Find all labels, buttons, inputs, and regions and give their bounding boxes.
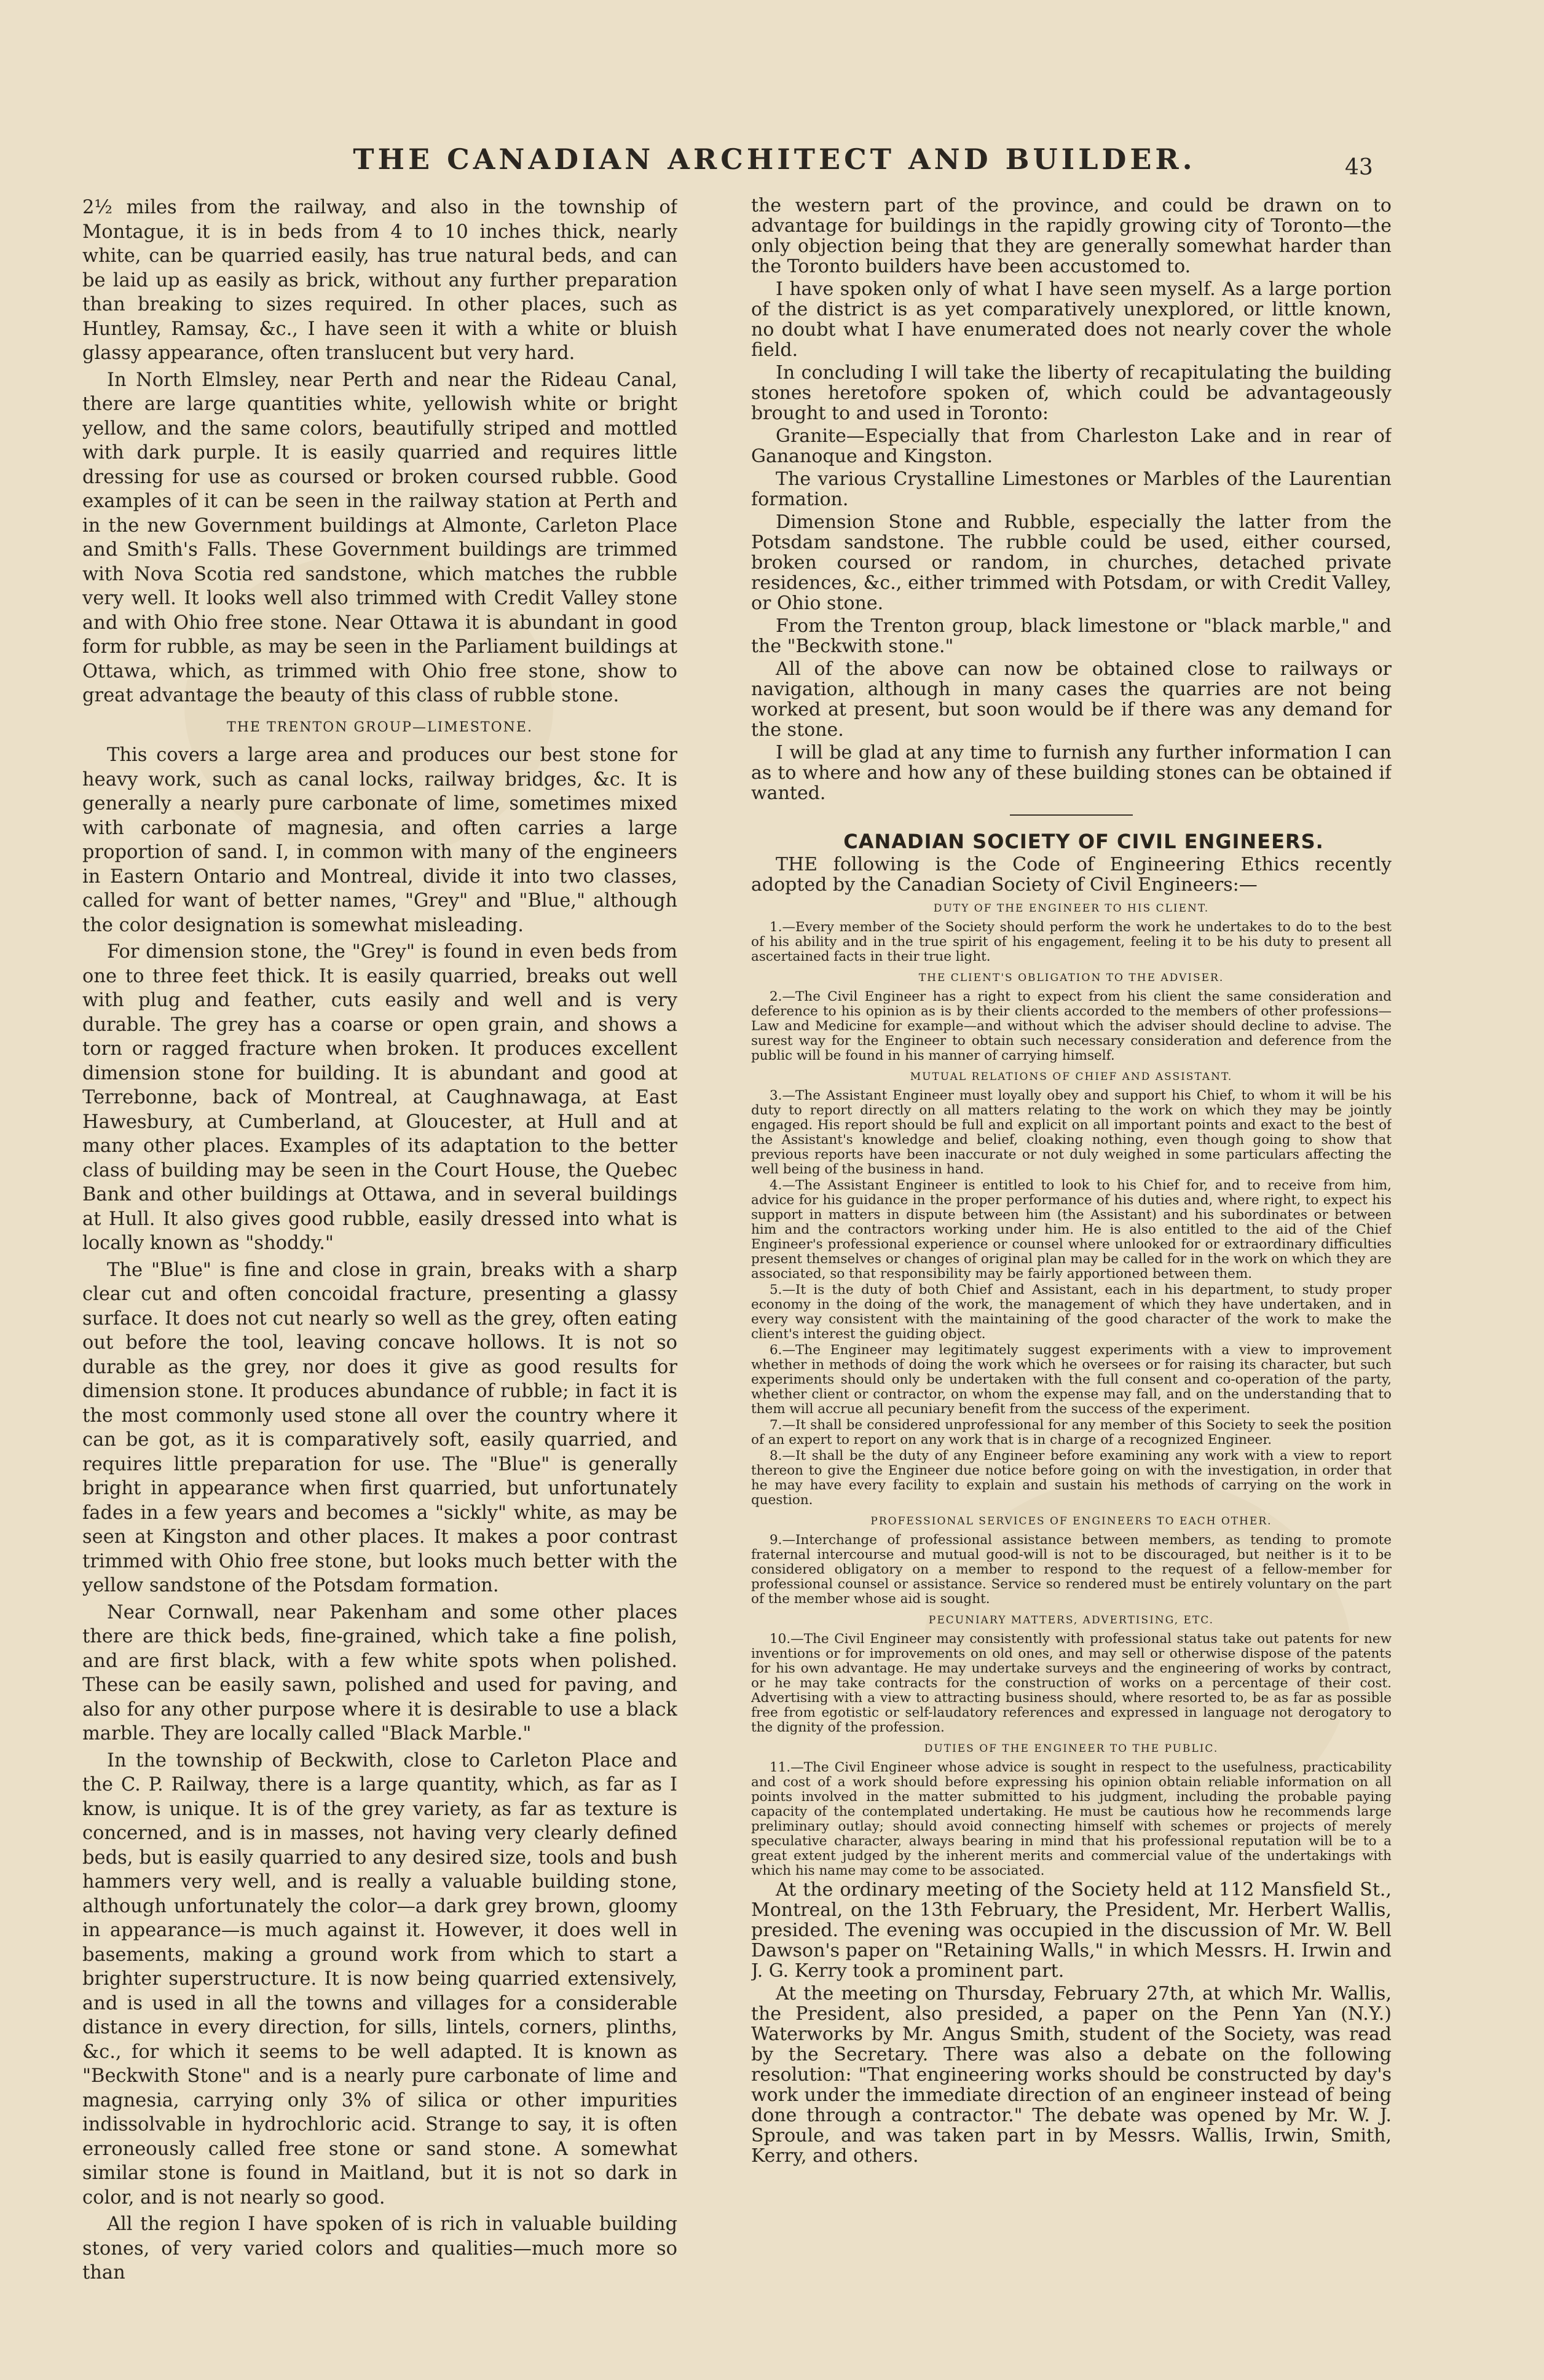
paragraph: All the region I have spoken of is rich in valuable building stones, of very varied colors and qualities—much more so than [82, 2213, 677, 2283]
ethics-item: 11.—The Civil Engineer whose advice is sought in respect to the usefulness, practicability and cost of a work should before expressing his opinion obtain reliable information on all points involved in the matter submitted to his judgment, including the probable paying capacity of the contemplated undertaking. He must be cautious how he recommends large preliminary outlay; should avoid connecting himself with schemes or projects of merely speculative character, always bearing in mind that his professional reputation will be to a great extent judged by the inherent merits and commercial value of the undertakings with which his name may come to be associated. [751, 1760, 1392, 1878]
ethics-item: 8.—It shall be the duty of any Engineer before examining any work with a view to report thereon to give the Engineer due notice before going on with the investigation, in order that he may have every facility to explain and sustain his methods of carrying on the work in question. [751, 1448, 1392, 1508]
paragraph: The various Crystalline Limestones or Marbles of the Laurentian formation. [751, 468, 1392, 510]
ethics-item: 2.—The Civil Engineer has a right to expect from his client the same consideration and deference to his opinion as is by their clients accorded to the members of other professions—Law and Medicine for example—and without which the adviser should decline to advise. The surest way for the Engineer to obtain such necessary consideration and deference from the public will be found in his manner of carrying himself. [751, 989, 1392, 1063]
ethics-item: 5.—It is the duty of both Chief and Assistant, each in his department, to study proper economy in the doing of the work, the management of which they have undertaken, and in every way consistent with the maintaining of the good character of the work to make the client's interest the guiding object. [751, 1282, 1392, 1342]
paragraph: The "Blue" is fine and close in grain, breaks with a sharp clear cut and often concoidal fracture, presenting a glassy surface. It does not cut nearly so well as the grey, often eating out before the tool, leaving concave hollows. It is not so durable as the grey, nor does it give as good results for dimension stone. It produces abundance of rubble; in fact it is the most commonly used stone all over the country where it can be got, as it is comparatively soft, easily quarried, and requires little preparation for use. The "Blue" is generally bright in appearance when first quarried, but unfortunately fades in a few years and becomes a "sickly" white, as may be seen at Kingston and other places. It makes a poor contrast trimmed with Ohio free stone, but looks much better with the yellow sandstone of the Potsdam formation. [82, 1259, 677, 1596]
paragraph: Near Cornwall, near Pakenham and some other places there are thick beds, fine-grained, which take a fine polish, and are first black, with a few white spots when polished. These can be easily sawn, polished and used for paving, and also for any other purpose where it is desirable to use a black marble. They are locally called "Black Marble." [82, 1601, 677, 1744]
section-divider [1010, 814, 1133, 816]
paragraph: At the ordinary meeting of the Society held at 112 Mansfield St., Montreal, on the 13th February, the President, Mr. Herbert Wallis, presided. The evening was occupied in the discussion of Mr. W. Bell Dawson's paper on "Retaining Walls," in which Messrs. H. Irwin and J. G. Kerry took a prominent part. [751, 1879, 1392, 1982]
page-masthead: THE CANADIAN ARCHITECT AND BUILDER. [353, 143, 1196, 176]
paragraph: In the township of Beckwith, close to Carleton Place and the C. P. Railway, there is a large quantity, which, as far as I know, is unique. It is of the grey variety, as far as texture is concerned, and is in masses, not having very clearly defined beds, but is easily quarried to any desired size, tools and bush hammers very well, and is really a valuable building stone, although unfortunately the color—a dark grey brown, gloomy in appearance—is much against it. However, it does well in basements, making a ground work from which to start a brighter superstructure. It is now being quarried extensively, and is used in all the towns and villages for a considerable distance in every direction, for sills, lintels, corners, plinths, &c., for which it seems to be well adapted. It is known as "Beckwith Stone" and is a nearly pure carbonate of lime and magnesia, carrying only 3% of silica or other impurities indissolvable in hydrochloric acid. Strange to say, it is often erroneously called free stone or sand stone. A somewhat similar stone is found in Maitland, but it is not so dark in color, and is not nearly so good. [82, 1749, 677, 2209]
ethics-item: 10.—The Civil Engineer may consistently with professional status take out patents for new inventions or for improvements on old ones, and may sell or otherwise dispose of the patents for his own advantage. He may undertake surveys and the engineering of works by contract, or he may take contracts for the construction of works on a percentage of their cost. Advertising with a view to attracting business should, where resorted to, be as far as possible free from egotistic or self-laudatory references and expressed in language not derogatory to the dignity of the profession. [751, 1631, 1392, 1735]
ethics-heading: PECUNIARY MATTERS, ADVERTISING, ETC. [928, 1614, 1215, 1626]
paragraph: All of the above can now be obtained close to railways or navigation, although in many cases the quarries are not being worked at present, but soon would be if there was any demand for the stone. [751, 658, 1392, 741]
paragraph: 2½ miles from the railway, and also in the township of Montague, it is in beds from 4 to 10 inches thick, nearly white, can be quarried easily, has true natural beds, and can be laid up as easily as brick, without any further preparation than breaking to sizes required. In other places, such as Huntley, Ramsay, &c., I have seen it with a white or bluish glassy appearance, often translucent but very hard. [82, 197, 677, 364]
paragraph: In North Elmsley, near Perth and near the Rideau Canal, there are large quantities white, yellowish white or bright yellow, and the same colors, beautifully striped and mottled with dark purple. It is easily quarried and requires little dressing for use as coursed or broken coursed rubble. Good examples of it can be seen in the railway station at Perth and in the new Government buildings at Almonte, Carleton Place and Smith's Falls. These Government buildings are trimmed with Nova Scotia red sandstone, which matches the rubble very well. It looks well also trimmed with Credit Valley stone and with Ohio free stone. Near Ottawa it is abundant in good form for rubble, as may be seen in the Parliament buildings at Ottawa, which, as trimmed with Ohio free stone, show to great advantage the beauty of this class of rubble stone. [82, 369, 677, 706]
left-column [82, 195, 677, 2347]
paragraph: I have spoken only of what I have seen myself. As a large portion of the district is as yet comparatively unexplored, or little known, no doubt what I have enumerated does not nearly cover the whole field. [751, 278, 1392, 361]
ethics-heading: THE CLIENT'S OBLIGATION TO THE ADVISER. [918, 972, 1224, 984]
ethics-item: 7.—It shall be considered unprofessional for any member of this Society to seek the position of an expert to report on any work that is in charge of a recognized Engineer. [751, 1417, 1392, 1448]
page-number: 43 [1345, 155, 1373, 180]
paragraph: For dimension stone, the "Grey" is found in even beds from one to three feet thick. It is easily quarried, breaks out well with plug and feather, cuts easily and well and is very durable. The grey has a coarse or open grain, and shows a torn or ragged fracture when broken. It produces excellent dimension stone for building. It is abundant and good at Terrebonne, back of Montreal, at Caughnawaga, at East Hawesbury, at Cumberland, at Gloucester, at Hull and at many other places. Examples of its adaptation to the better class of building may be seen in the Court House, the Quebec Bank and other buildings at Ottawa, and in several buildings at Hull. It also gives good rubble, easily dressed into what is locally known as "shoddy." [82, 941, 677, 1254]
ethics-heading: DUTY OF THE ENGINEER TO HIS CLIENT. [933, 902, 1210, 915]
paragraph: In concluding I will take the liberty of recapitulating the building stones heretofore spoken of, which could be advantageously brought to and used in Toronto: [751, 362, 1392, 424]
paragraph: Dimension Stone and Rubble, especially the latter from the Potsdam sandstone. The rubble could be used, either coursed, broken coursed or random, in churches, detached private residences, &c., either trimmed with Potsdam, or with Credit Valley, or Ohio stone. [751, 511, 1392, 614]
ethics-item: 1.—Every member of the Society should perform the work he undertakes to do to the best of his ability and in the true spirit of his engagement, feeling it to be his duty to present all ascertained facts in their true light. [751, 920, 1392, 964]
ethics-item: 4.—The Assistant Engineer is entitled to look to his Chief for, and to receive from him, advice for his guidance in the proper performance of his duties and, where right, to expect his support in matters in dispute between him (the Assistant) and his subordinates or between him and the contractors working under him. He is also entitled to the aid of the Chief Engineer's professional experience or counsel where unlooked for or extraordinary difficulties present themselves or changes of original plan may be called for in the work on which they are associated, so that responsibility may be fairly apportioned between them. [751, 1178, 1392, 1282]
section-subhead: THE TRENTON GROUP—LIMESTONE. [227, 719, 533, 735]
ethics-item: 9.—Interchange of professional assistance between members, as tending to promote fraternal intercourse and mutual good-will is not to be discouraged, but neither is it to be considered obligatory on a member to respond to the request of a fellow-member for professional counsel or assistance. Service so rendered must be entirely voluntary on the part of the member whose aid is sought. [751, 1532, 1392, 1607]
ethics-item: 6.—The Engineer may legitimately suggest experiments with a view to improvement whether in methods of doing the work which he oversees or for raising its character, but such experiments should only be undertaken with the full consent and co-operation of the party, whether client or contractor, on whom the expense may fall, and on the understanding that to them will accrue all pecuniary benefit from the success of the experiment. [751, 1342, 1392, 1417]
right-column [751, 195, 1392, 2347]
ethics-heading: MUTUAL RELATIONS OF CHIEF AND ASSISTANT. [910, 1071, 1233, 1083]
paragraph: the western part of the province, and could be drawn on to advantage for buildings in the rapidly growing city of Toronto—the only objection being that they are generally somewhat harder than the Toronto builders have been accustomed to. [751, 195, 1392, 277]
paragraph: At the meeting on Thursday, February 27th, at which Mr. Wallis, the President, also presided, a paper on the Penn Yan (N.Y.) Waterworks by Mr. Angus Smith, student of the Society, was read by the Secretary. There was also a debate on the following resolution: "That engineering works should be constructed by day's work under the immediate direction of an engineer instead of being done through a contractor." The debate was opened by Mr. W. J. Sproule, and was taken part in by Messrs. Wallis, Irwin, Smith, Kerry, and others. [751, 1983, 1392, 2167]
ethics-heading: PROFESSIONAL SERVICES OF ENGINEERS TO EACH OTHER. [870, 1515, 1272, 1527]
paragraph: From the Trenton group, black limestone or "black marble," and the "Beckwith stone." [751, 615, 1392, 657]
paragraph-intro: THE following is the Code of Engineering Ethics recently adopted by the Canadian Society of Civil Engineers:— [751, 854, 1392, 896]
paragraph: I will be glad at any time to furnish any further information I can as to where and how any of these building stones can be obtained if wanted. [751, 742, 1392, 804]
ethics-item: 3.—The Assistant Engineer must loyally obey and support his Chief, to whom it will be his duty to report directly on all matters relating to the work on which they may be jointly engaged. His report should be full and explicit on all important points and exact to the best of the Assistant's knowledge and belief, cloaking nothing, even though going to show that previous reports have been inaccurate or not duly weighed in some particulars affecting the well being of the business in hand. [751, 1088, 1392, 1177]
paragraph: This covers a large area and produces our best stone for heavy work, such as canal locks, railway bridges, &c. It is generally a nearly pure carbonate of lime, sometimes mixed with carbonate of magnesia, and often carries a large proportion of sand. I, in common with many of the engineers in Eastern Ontario and Montreal, divide it into two classes, called for want of better names, "Grey" and "Blue," although the color designation is somewhat misleading. [82, 744, 677, 936]
ethics-heading: DUTIES OF THE ENGINEER TO THE PUBLIC. [924, 1743, 1219, 1755]
section-title: CANADIAN SOCIETY OF CIVIL ENGINEERS. [843, 830, 1324, 853]
paragraph: Granite—Especially that from Charleston Lake and in rear of Gananoque and Kingston. [751, 425, 1392, 467]
